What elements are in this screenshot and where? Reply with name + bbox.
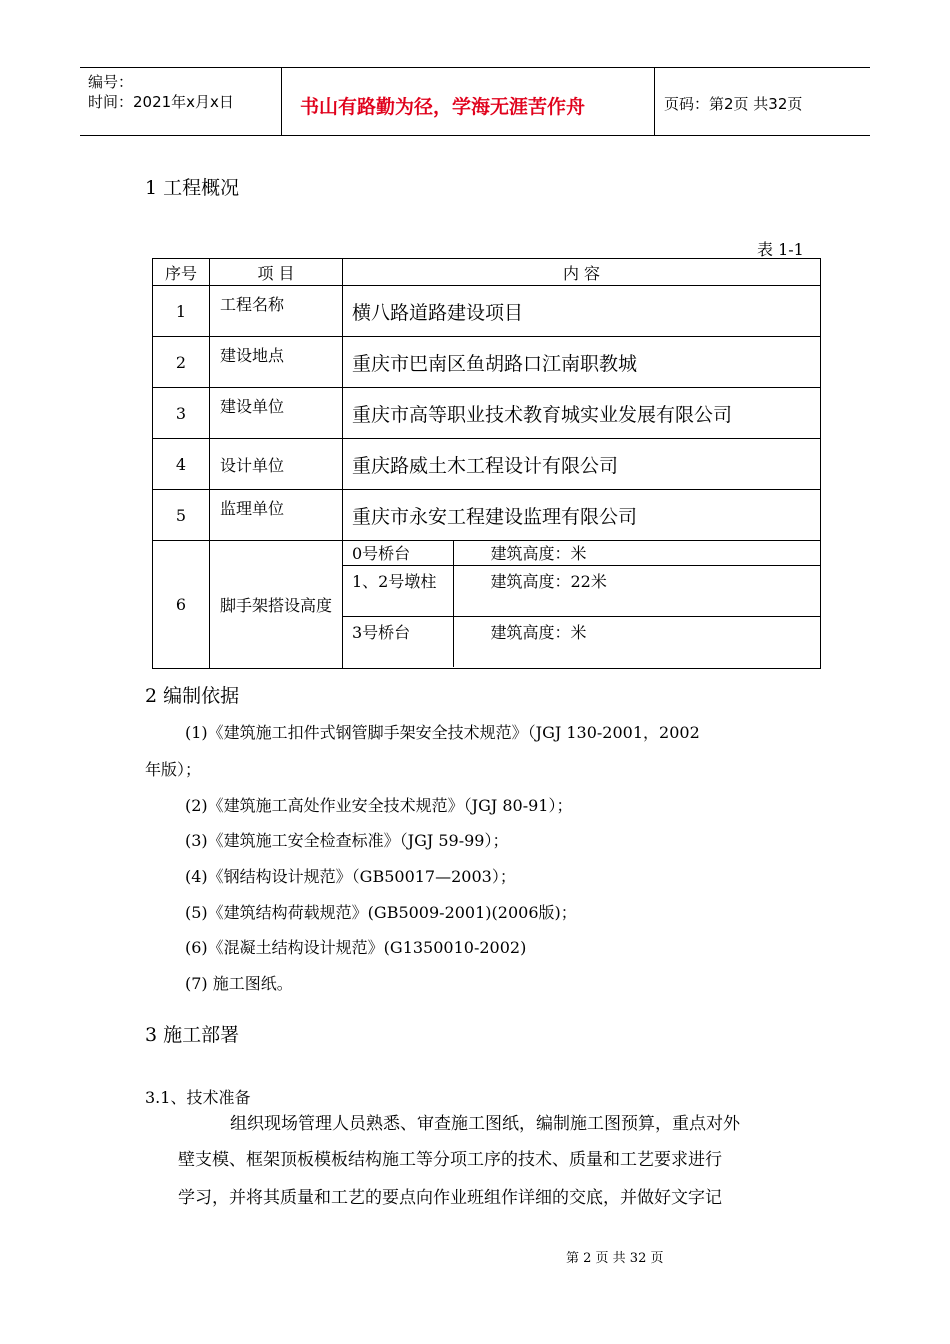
reference-item: (3)《建筑施工安全检查标准》（JGJ 59-99）； (185, 831, 509, 850)
row-item: 建设地点 (210, 337, 343, 388)
reference-item: (1)《建筑施工扣件式钢管脚手架安全技术规范》（JGJ 130-2001，2002 (185, 723, 700, 742)
row-number: 4 (153, 439, 210, 490)
table-row (153, 286, 821, 337)
row-content: 重庆市巴南区鱼胡路口江南职教城 (343, 337, 821, 388)
paragraph-line: 学习，并将其质量和工艺的要点向作业班组作详细的交底，并做好文字记 (178, 1188, 722, 1208)
sub-part-height: 建筑高度：米 (453, 541, 821, 565)
reference-item: (5)《建筑结构荷载规范》(GB5009-2001)(2006版)； (185, 903, 577, 922)
row-item: 监理单位 (210, 490, 343, 541)
header-cell-item: 项 目 (210, 259, 343, 286)
row-content: 重庆市永安工程建设监理有限公司 (343, 490, 821, 541)
header-divider-right (654, 67, 655, 135)
row-item: 建设单位 (210, 388, 343, 439)
section2-title: 2 编制依据 (145, 685, 240, 707)
project-overview-table (152, 258, 821, 669)
row-content: 重庆路威土木工程设计有限公司 (343, 439, 821, 490)
header-divider-left (281, 67, 282, 135)
row-item: 工程名称 (210, 286, 343, 337)
sub-part-name: 3号桥台 (343, 616, 453, 667)
paragraph-line: 组织现场管理人员熟悉、审查施工图纸，编制施工图预算，重点对外 (230, 1114, 740, 1134)
table-row-scaffold (153, 541, 821, 669)
table-row (153, 388, 821, 439)
sub-part-name: 1、2号墩柱 (343, 565, 453, 616)
header-time-label: 时间：2021年x月x日 (88, 93, 234, 111)
scaffold-height-subtable (343, 541, 821, 667)
section3-title: 3 施工部署 (145, 1024, 240, 1046)
table-row (153, 337, 821, 388)
subtable-row (343, 616, 821, 667)
header-page-label: 页码：第2页 共32页 (664, 95, 803, 113)
reference-item: (6)《混凝土结构设计规范》(G1350010-2002) (185, 938, 527, 957)
row-content: 重庆市高等职业技术教育城实业发展有限公司 (343, 388, 821, 439)
row-number: 6 (153, 541, 210, 669)
row-number: 5 (153, 490, 210, 541)
reference-item-continued: 年版）； (145, 760, 202, 779)
reference-item: (4)《钢结构设计规范》（GB50017—2003）； (185, 867, 516, 886)
header-cell-content: 内 容 (343, 259, 821, 286)
table-row (153, 490, 821, 541)
table-row (153, 439, 821, 490)
sub-part-name: 0号桥台 (343, 541, 453, 565)
subtable-row (343, 565, 821, 616)
row-item: 设计单位 (210, 439, 343, 490)
scaffold-subtable-cell (343, 541, 821, 669)
header-bottom-rule (80, 135, 870, 136)
header-cell-no: 序号 (153, 259, 210, 286)
sub-part-height: 建筑高度：米 (490, 622, 587, 642)
header-number-label: 编号： (88, 73, 134, 91)
section3-subtitle: 3.1、技术准备 (145, 1088, 251, 1107)
subtable-row (343, 541, 821, 565)
header-motto: 书山有路勤为径，学海无涯苦作舟 (300, 96, 586, 118)
row-item: 脚手架搭设高度 (210, 541, 343, 669)
table-header-row (153, 259, 821, 286)
section1-title: 1 工程概况 (145, 177, 240, 199)
row-number: 1 (153, 286, 210, 337)
reference-item: (2)《建筑施工高处作业安全技术规范》（JGJ 80-91）； (185, 796, 573, 815)
table-caption: 表 1-1 (757, 240, 804, 259)
row-number: 2 (153, 337, 210, 388)
reference-item: (7) 施工图纸。 (185, 974, 293, 993)
paragraph-line: 壁支模、框架顶板模板结构施工等分项工序的技术、质量和工艺要求进行 (178, 1150, 722, 1170)
row-content: 横八路道路建设项目 (343, 286, 821, 337)
page-footer: 第 2 页 共 32 页 (566, 1251, 664, 1266)
sub-part-height: 建筑高度：22米 (453, 565, 821, 616)
row-number: 3 (153, 388, 210, 439)
header-top-rule (80, 67, 870, 68)
